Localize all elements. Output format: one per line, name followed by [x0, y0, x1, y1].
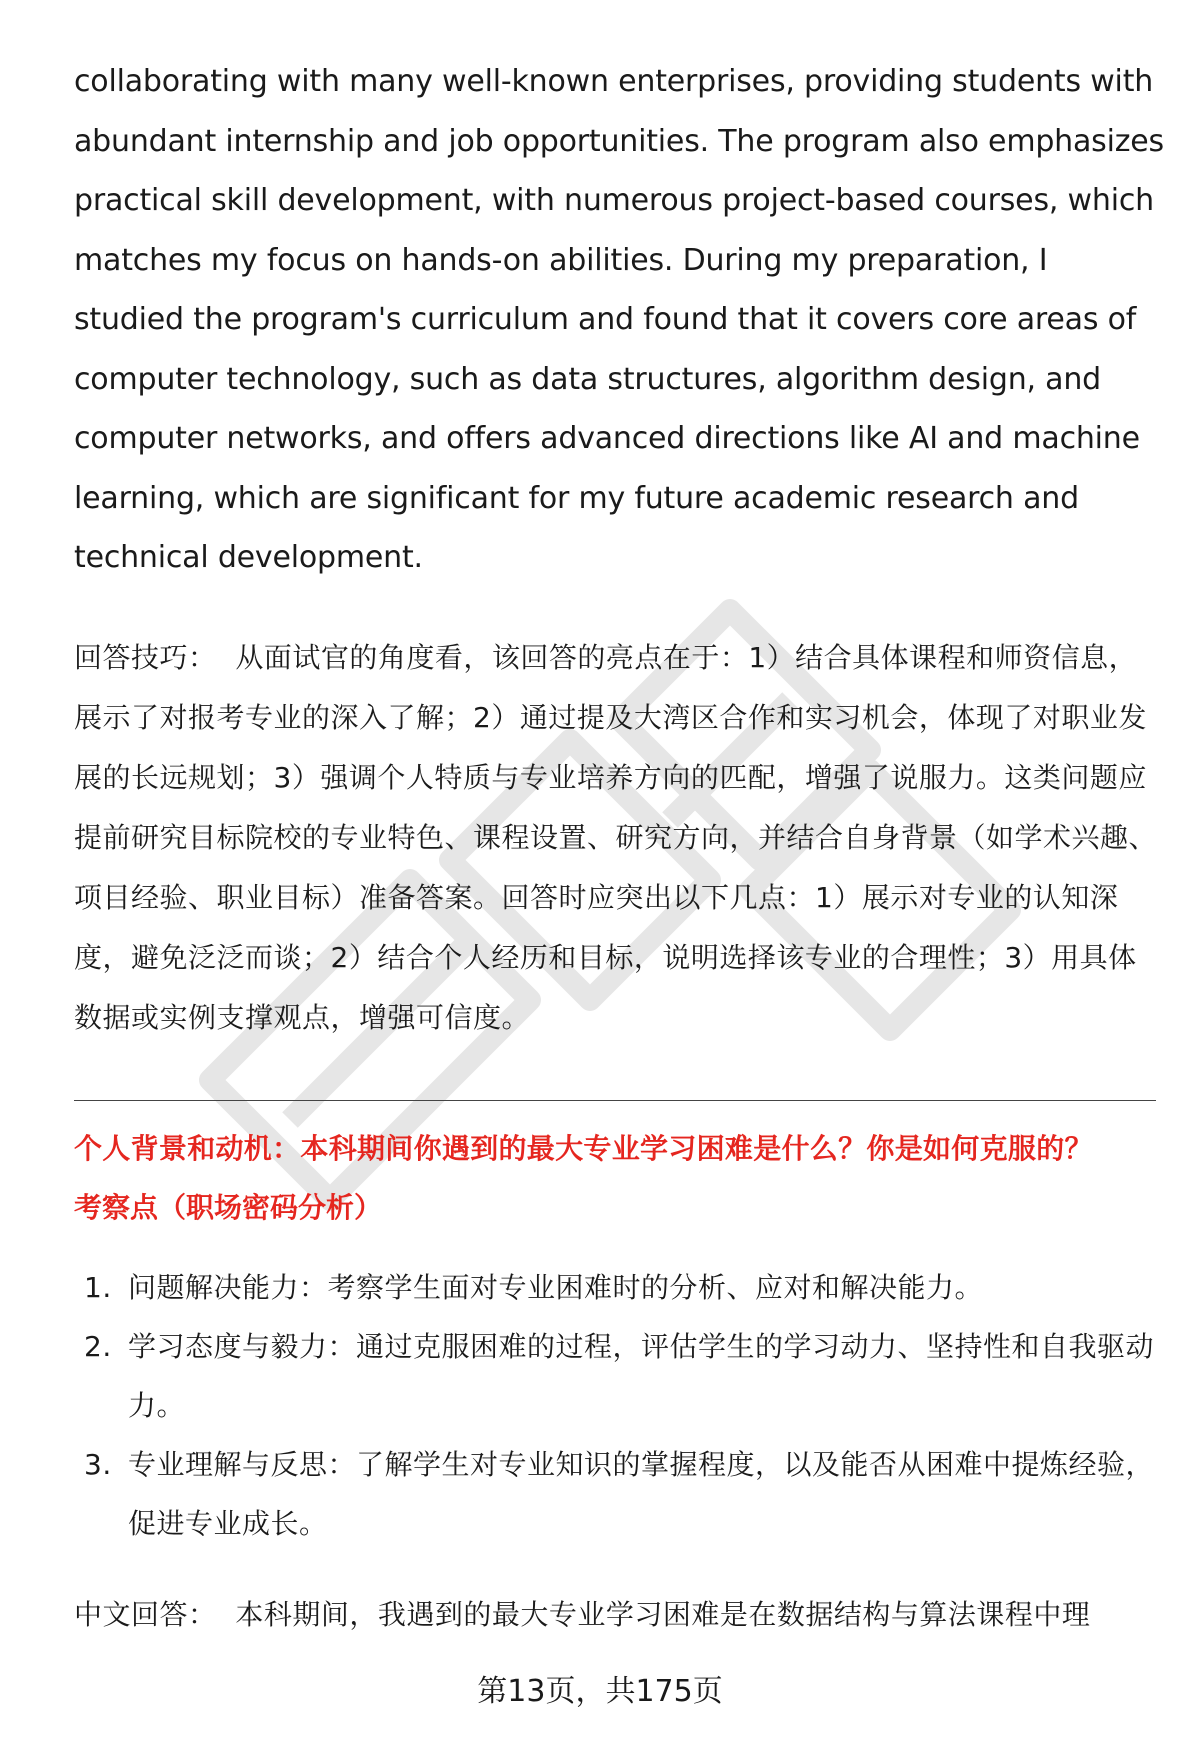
list-item-number: 1. — [84, 1270, 112, 1304]
answer-tips-label: 回答技巧： — [74, 640, 217, 674]
answer-tips-text: 从面试官的角度看，该回答的亮点在于：1）结合具体课程和师资信息，展示了对报考专业的深入了解；2）通过提及大湾区合作和实习机会，体现了对职业发展的长远规划；3）强调个人特质与专业培养方向的匹配，增强了说服力。这类问题应提前研究目标院校的专业特色、课程设置、研究方向，并结合自身背景（如学术兴趣、项目经验、职业目标）准备答案。回答时应突出以下几点：1）展示对专业的认知深度，避免泛泛而谈；2）结合个人经历和目标，说明选择该专业的合理性；3）用具体数据或实例支撑观点，增强可信度。 — [74, 640, 1158, 1034]
chinese-answer-label: 中文回答： — [74, 1597, 217, 1631]
list-item — [74, 1317, 1164, 1435]
assessment-points-list — [74, 1258, 1164, 1553]
list-item-text: 学习态度与毅力：通过克服困难的过程，评估学生的学习动力、坚持性和自我驱动力。 — [128, 1329, 1155, 1422]
chinese-answer-paragraph — [74, 1585, 1164, 1645]
answer-tips-paragraph — [74, 628, 1164, 1048]
list-item-number: 3. — [84, 1447, 112, 1481]
page-footer: 第13页，共175页 — [477, 1674, 723, 1709]
page-content — [74, 52, 1164, 1645]
list-item — [74, 1435, 1164, 1553]
section-divider — [74, 1100, 1156, 1101]
list-item-text: 专业理解与反思：了解学生对专业知识的掌握程度，以及能否从困难中提炼经验，促进专业成长。 — [128, 1447, 1155, 1540]
english-answer-paragraph: collaborating with many well-known enterprises, providing students with abundant internship and job opportunities. The program also emphasizes practical skill development, with numerous project-based courses, which matches my focus on hands-on abilities. During my preparation, I studied the program's curriculum and found that it covers core areas of computer technology, such as data structures, algorithm design, and computer networks, and offers advanced directions like AI and machine learning, which are significant for my future academic research and technical development. — [74, 64, 1164, 575]
question-title: 个人背景和动机：本科期间你遇到的最大专业学习困难是什么？你是如何克服的？ — [74, 1131, 1093, 1165]
list-item — [74, 1258, 1164, 1317]
question-subtitle: 考察点（职场密码分析） — [74, 1190, 383, 1224]
list-item-number: 2. — [84, 1329, 112, 1363]
chinese-answer-text: 本科期间，我遇到的最大专业学习困难是在数据结构与算法课程中理 — [235, 1597, 1091, 1631]
list-item-text: 问题解决能力：考察学生面对专业困难时的分析、应对和解决能力。 — [128, 1270, 984, 1304]
